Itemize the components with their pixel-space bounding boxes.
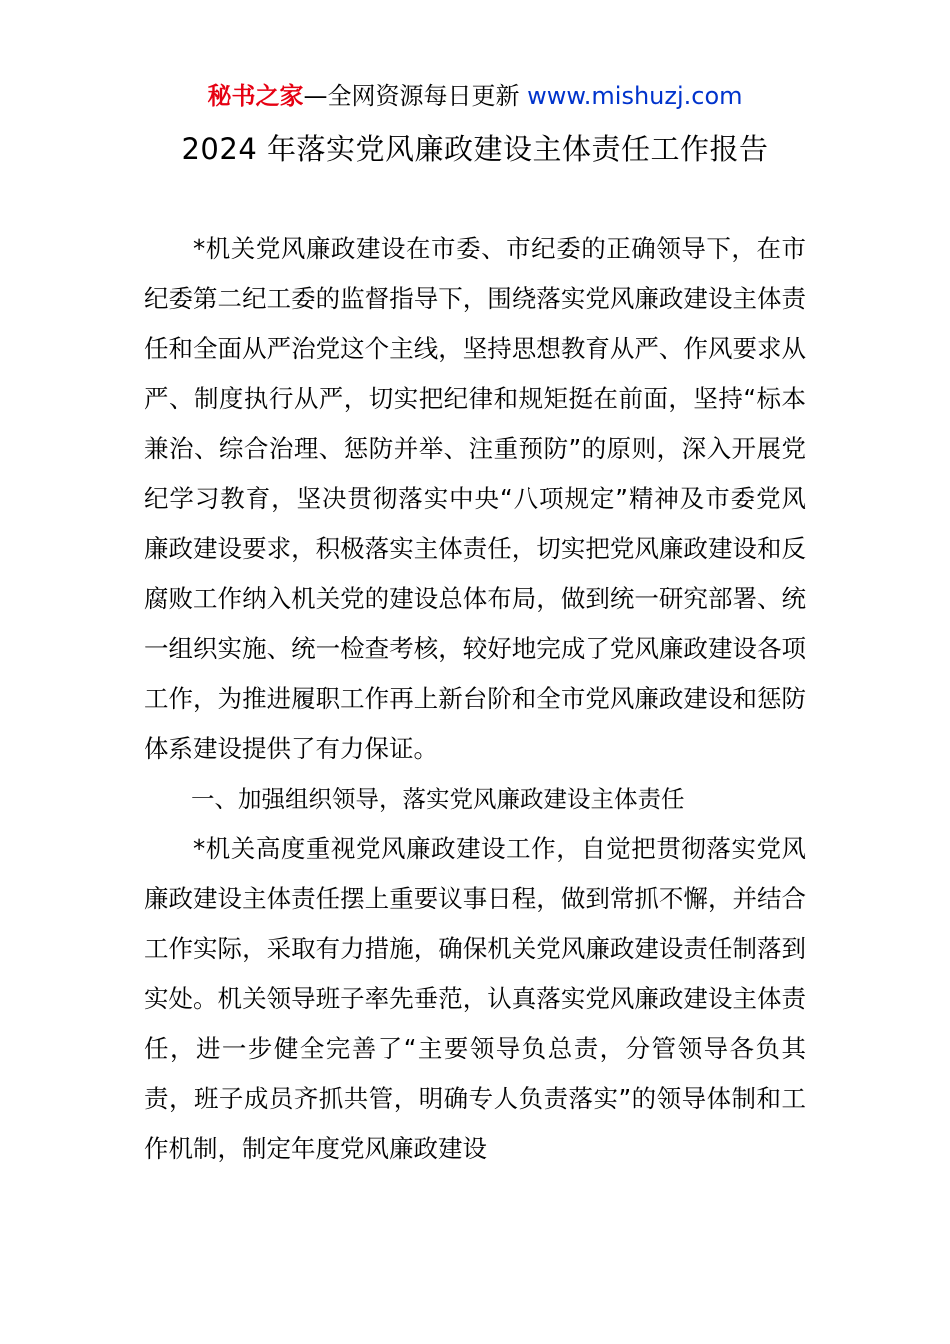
section-1-paragraph: *机关高度重视党风廉政建设工作，自觉把贯彻落实党风廉政建设主体责任摆上重要议事日程，做到常抓不懈，并结合工作实际，采取有力措施，确保机关党风廉政建设责任制落到实处。机关领导班子率先垂范，认真落实党风廉政建设主体责任，进一步健全完善了“主要领导负总责，分管领导各负其责，班子成员齐抓共管，明确专人负责落实”的领导体制和工作机制，制定年度党风廉政建设 (144, 834, 806, 1163)
site-tagline: —全网资源每日更新 (303, 82, 528, 110)
site-url-link[interactable]: www.mishuzj.com (527, 82, 743, 110)
document-body (144, 224, 806, 1174)
intro-paragraph: *机关党风廉政建设在市委、市纪委的正确领导下，在市纪委第二纪工委的监督指导下，围绕落实党风廉政建设主体责任和全面从严治党这个主线，坚持思想教育从严、作风要求从严、制度执行从严，切实把纪律和规矩挺在前面，坚持“标本兼治、综合治理、惩防并举、注重预防”的原则，深入开展党纪学习教育，坚决贯彻落实中央“八项规定”精神及市委党风廉政建设要求，积极落实主体责任，切实把党风廉政建设和反腐败工作纳入机关党的建设总体布局，做到统一研究部署、统一组织实施、统一检查考核，较好地完成了党风廉政建设各项工作，为推进履职工作再上新台阶和全市党风廉政建设和惩防体系建设提供了有力保证。 (144, 234, 806, 763)
site-brand: 秘书之家 (207, 82, 304, 110)
site-header (0, 78, 950, 114)
document-title: 2024 年落实党风廉政建设主体责任工作报告 (181, 132, 769, 166)
section-heading-1: 一、加强组织领导，落实党风廉政建设主体责任 (191, 785, 685, 813)
